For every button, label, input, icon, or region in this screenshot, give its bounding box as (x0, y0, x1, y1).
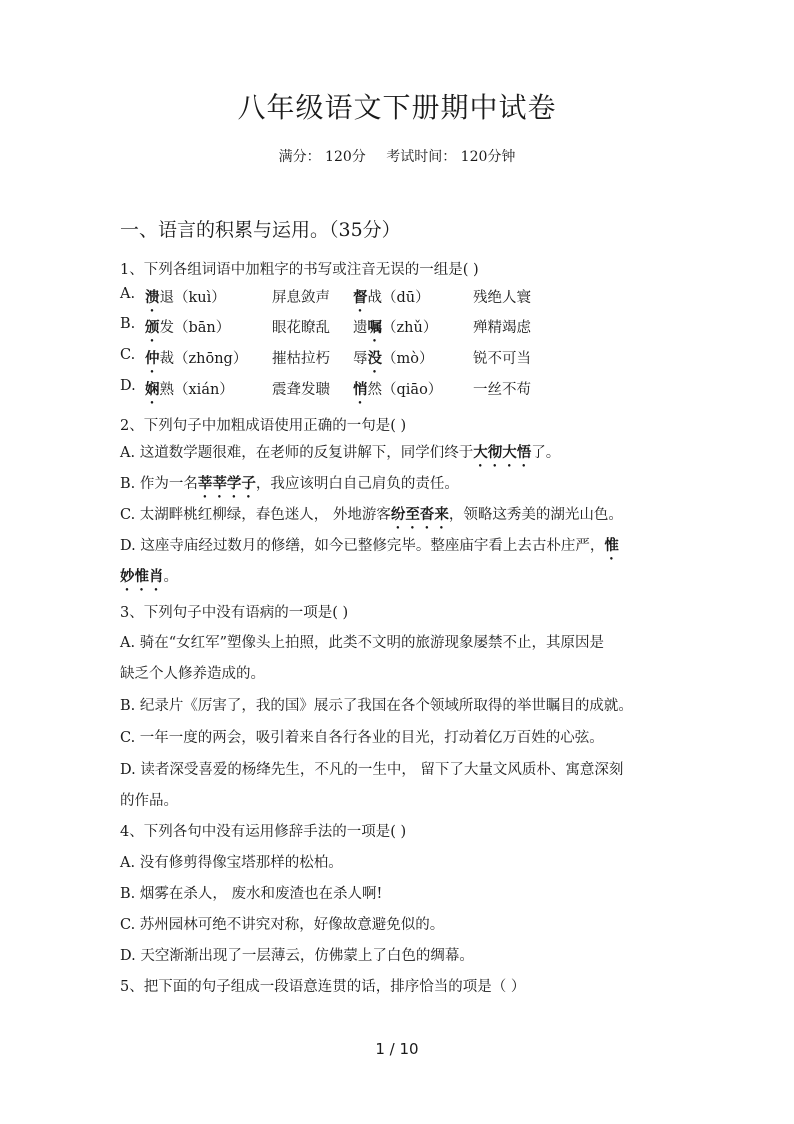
exam-time: 考试时间： 120分钟 (386, 149, 516, 165)
word-2: 眼花瞭乱 (272, 320, 330, 336)
word-4: 一丝不苟 (473, 382, 531, 398)
word-1: 仲裁（zhōng） (145, 350, 248, 367)
q3-option-c: C. 一年一度的两会，吸引着来自各行各业的目光，打动着亿万百姓的心弦。 (120, 730, 604, 746)
word-1: 溃退（kuì） (145, 289, 226, 306)
word-1: 娴熟（xián） (145, 381, 234, 398)
q2-option-b: B. 作为一名莘莘学子，我应该明白自己肩负的责任。 (120, 475, 459, 492)
q2-option-c: C. 太湖畔桃红柳绿，春色迷人， 外地游客纷至沓来，领略这秀美的湖光山色。 (120, 506, 623, 523)
q3-option-d: D. 读者深受喜爱的杨绛先生，不凡的一生中， 留下了大量文风质朴、寓意深刻 (120, 762, 624, 778)
section-heading: 一、语言的积累与运用。（35分） (120, 219, 401, 241)
word-3: 悄然（qiāo） (353, 381, 443, 398)
word-4: 残绝人寰 (473, 290, 531, 306)
option-label: A. (120, 286, 136, 302)
exam-meta (0, 146, 794, 166)
word-1: 颁发（bān） (145, 319, 231, 336)
q4-option-d: D. 天空渐渐出现了一层薄云，仿佛蒙上了白色的绸幕。 (120, 948, 474, 964)
q3-option-a: A. 骑在“女红军”塑像头上拍照，此类不文明的旅游现象屡禁不止，其原因是 (120, 635, 605, 651)
page-number: 1 / 10 (375, 1040, 419, 1058)
q4-option-b: B. 烟雾在杀人， 废水和废渣也在杀人啊! (120, 886, 383, 902)
q3-stem: 3、下列句子中没有语病的一项是( ) (120, 605, 349, 621)
q2-stem: 2、下列句子中加粗成语使用正确的一句是( ) (120, 418, 407, 434)
option-label: D. (120, 378, 136, 394)
word-2: 摧枯拉朽 (272, 351, 330, 367)
word-3: 辱没（mò） (353, 350, 434, 367)
page-title: 八年级语文下册期中试卷 (237, 91, 557, 124)
full-score: 满分： 120分 (278, 149, 366, 165)
q2-option-a: A. 这道数学题很难，在老师的反复讲解下，同学们终于大彻大悟了。 (120, 444, 561, 461)
q4-option-c: C. 苏州园林可绝不讲究对称，好像故意避免似的。 (120, 917, 445, 933)
option-label: B. (120, 316, 136, 332)
q4-stem: 4、下列各句中没有运用修辞手法的一项是( ) (120, 824, 407, 840)
word-4: 殚精竭虑 (473, 320, 531, 336)
q3-option-b: B. 纪录片《厉害了，我的国》展示了我国在各个领域所取得的举世瞩目的成就。 (120, 698, 633, 714)
q2-option-d: D. 这座寺庙经过数月的修缮，如今已整修完毕。整座庙宇看上去古朴庄严，惟 (120, 537, 619, 554)
word-2: 震聋发聩 (272, 382, 330, 398)
word-3: 遗嘱（zhǔ） (353, 319, 438, 336)
word-3: 督战（dū） (353, 289, 430, 306)
q2-option-d-cont: 妙惟肖。 (120, 568, 178, 585)
q3-option-d-cont: 的作品。 (120, 793, 178, 809)
word-4: 锐不可当 (473, 351, 531, 367)
q5-stem: 5、把下面的句子组成一段语意连贯的话，排序恰当的项是（ ） (120, 979, 526, 995)
q3-option-a-cont: 缺乏个人修养造成的。 (120, 666, 265, 682)
word-2: 屏息敛声 (272, 290, 330, 306)
q4-option-a: A. 没有修剪得像宝塔那样的松柏。 (120, 855, 343, 871)
q1-stem: 1、下列各组词语中加粗字的书写或注音无误的一组是( ) (120, 262, 479, 278)
option-label: C. (120, 347, 136, 363)
